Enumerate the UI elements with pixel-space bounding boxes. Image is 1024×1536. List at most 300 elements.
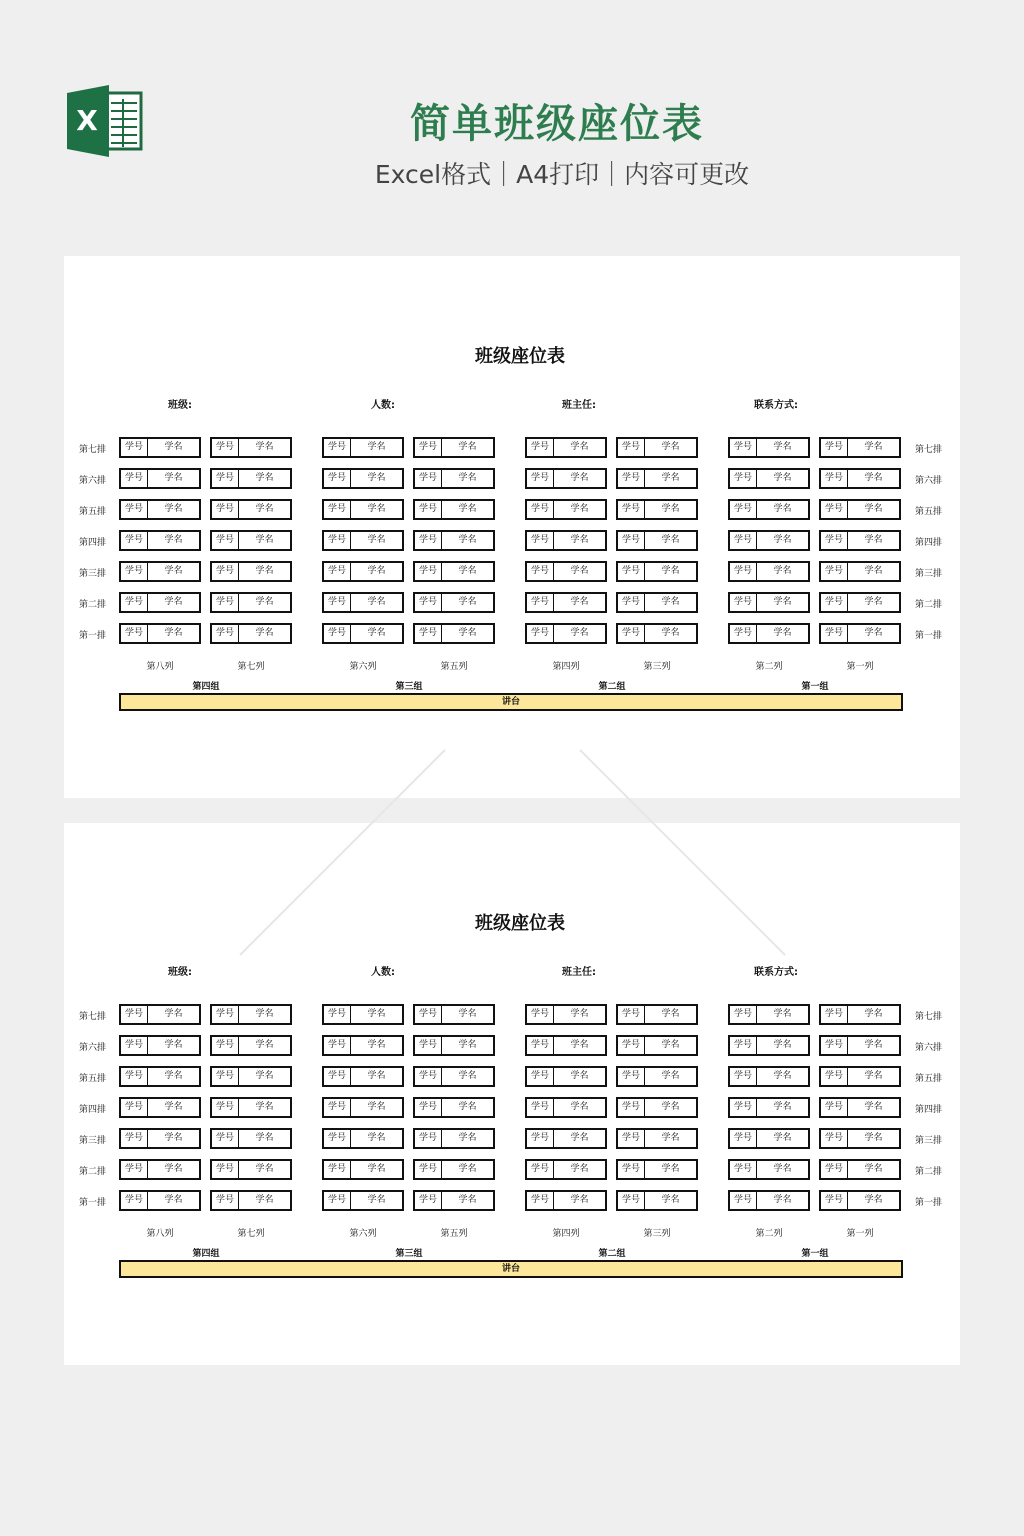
seat-cell[interactable]: [413, 623, 495, 644]
row-label: 第三排: [79, 1136, 107, 1146]
seat-cell[interactable]: [413, 468, 495, 489]
seat-number-label: 学号: [212, 1130, 239, 1147]
excel-logo-letter: X: [76, 104, 98, 137]
seat-number-label: 学号: [618, 625, 645, 642]
seat-cell[interactable]: [616, 1190, 698, 1211]
seat-number-label: 学号: [212, 1068, 239, 1085]
row-label: 第一排: [915, 631, 943, 641]
seat-name-label: 学名: [164, 473, 183, 483]
seat-name-label: 学名: [773, 1009, 792, 1019]
seat-cell[interactable]: [413, 530, 495, 551]
seat-cell[interactable]: [728, 1035, 810, 1056]
seat-cell[interactable]: [119, 1004, 201, 1025]
seat-number-label: 学号: [527, 1161, 554, 1178]
seat-name-label: 学名: [164, 1195, 183, 1205]
seat-name-label: 学名: [661, 535, 680, 545]
seat-name-label: 学名: [773, 1133, 792, 1143]
seat-name-label: 学名: [773, 535, 792, 545]
seat-name-label: 学名: [255, 504, 274, 514]
seat-number-label: 学号: [324, 470, 351, 487]
group-label: 第三组: [395, 682, 423, 692]
seat-cell[interactable]: [819, 530, 901, 551]
seat-name-label: 学名: [773, 566, 792, 576]
seat-number-label: 学号: [618, 1037, 645, 1054]
seat-cell[interactable]: [525, 623, 607, 644]
seat-name-label: 学名: [661, 566, 680, 576]
seat-name-label: 学名: [570, 1164, 589, 1174]
seat-cell[interactable]: [616, 1035, 698, 1056]
seat-number-label: 学号: [730, 1192, 757, 1209]
column-label: 第一列: [846, 1229, 874, 1239]
seat-number-label: 学号: [212, 1099, 239, 1116]
seat-name-label: 学名: [458, 1009, 477, 1019]
seat-cell[interactable]: [119, 623, 201, 644]
seat-cell[interactable]: [119, 1190, 201, 1211]
seat-name-label: 学名: [458, 504, 477, 514]
row-label: 第四排: [915, 1105, 943, 1115]
column-label: 第五列: [440, 1229, 468, 1239]
seat-number-label: 学号: [121, 1161, 148, 1178]
seat-cell[interactable]: [322, 530, 404, 551]
seat-name-label: 学名: [164, 628, 183, 638]
seat-cell[interactable]: [819, 592, 901, 613]
seat-name-label: 学名: [773, 1164, 792, 1174]
seat-cell[interactable]: [322, 592, 404, 613]
seat-number-label: 学号: [821, 594, 848, 611]
seat-cell[interactable]: [819, 623, 901, 644]
seat-name-label: 学名: [164, 1102, 183, 1112]
seat-number-label: 学号: [527, 501, 554, 518]
seat-cell[interactable]: [119, 1128, 201, 1149]
seat-number-label: 学号: [527, 594, 554, 611]
seat-cell[interactable]: [413, 1066, 495, 1087]
seat-cell[interactable]: [210, 561, 292, 582]
seat-cell[interactable]: [616, 530, 698, 551]
seat-cell[interactable]: [728, 499, 810, 520]
seat-cell[interactable]: [413, 1190, 495, 1211]
seat-name-label: 学名: [661, 1133, 680, 1143]
row-label: 第二排: [915, 1167, 943, 1177]
seat-number-label: 学号: [415, 532, 442, 549]
seat-number-label: 学号: [415, 1130, 442, 1147]
seat-number-label: 学号: [212, 470, 239, 487]
seat-number-label: 学号: [821, 1130, 848, 1147]
seat-number-label: 学号: [730, 563, 757, 580]
seat-cell[interactable]: [119, 1159, 201, 1180]
seat-cell[interactable]: [525, 499, 607, 520]
seat-number-label: 学号: [821, 1006, 848, 1023]
seat-name-label: 学名: [367, 1071, 386, 1081]
column-label: 第六列: [349, 1229, 377, 1239]
seat-name-label: 学名: [458, 1164, 477, 1174]
seat-name-label: 学名: [773, 504, 792, 514]
seat-name-label: 学名: [367, 473, 386, 483]
seat-cell[interactable]: [210, 1097, 292, 1118]
seat-number-label: 学号: [527, 563, 554, 580]
seat-name-label: 学名: [570, 1102, 589, 1112]
seat-cell[interactable]: [525, 437, 607, 458]
row-label: 第四排: [79, 538, 107, 548]
seat-name-label: 学名: [570, 473, 589, 483]
seat-cell[interactable]: [210, 1159, 292, 1180]
info-label-teacher: 班主任:: [562, 967, 596, 978]
seat-cell[interactable]: [616, 623, 698, 644]
seat-cell[interactable]: [616, 1097, 698, 1118]
group-label: 第三组: [395, 1249, 423, 1259]
seat-cell[interactable]: [728, 1159, 810, 1180]
seat-name-label: 学名: [255, 1164, 274, 1174]
seat-name-label: 学名: [661, 1164, 680, 1174]
seat-number-label: 学号: [415, 563, 442, 580]
seat-name-label: 学名: [255, 1071, 274, 1081]
group-label: 第四组: [192, 1249, 220, 1259]
seat-cell[interactable]: [322, 468, 404, 489]
seat-name-label: 学名: [570, 566, 589, 576]
seat-cell[interactable]: [322, 561, 404, 582]
column-label: 第一列: [846, 662, 874, 672]
seat-cell[interactable]: [819, 1190, 901, 1211]
seat-cell[interactable]: [413, 437, 495, 458]
seat-name-label: 学名: [164, 597, 183, 607]
seat-cell[interactable]: [616, 468, 698, 489]
seat-cell[interactable]: [525, 1035, 607, 1056]
seat-number-label: 学号: [324, 1037, 351, 1054]
seat-name-label: 学名: [164, 1040, 183, 1050]
seat-name-label: 学名: [255, 442, 274, 452]
seat-number-label: 学号: [212, 501, 239, 518]
seat-cell[interactable]: [322, 1004, 404, 1025]
row-label: 第三排: [915, 1136, 943, 1146]
row-label: 第五排: [79, 507, 107, 517]
seat-cell[interactable]: [322, 499, 404, 520]
seat-number-label: 学号: [121, 532, 148, 549]
seat-name-label: 学名: [661, 504, 680, 514]
seat-name-label: 学名: [458, 1040, 477, 1050]
group-label: 第四组: [192, 682, 220, 692]
row-label: 第七排: [915, 445, 943, 455]
row-label: 第二排: [915, 600, 943, 610]
seat-name-label: 学名: [773, 473, 792, 483]
seat-cell[interactable]: [616, 1128, 698, 1149]
seat-number-label: 学号: [730, 1130, 757, 1147]
seat-cell[interactable]: [525, 1066, 607, 1087]
page-header: [0, 0, 1024, 230]
seat-name-label: 学名: [458, 473, 477, 483]
seat-cell[interactable]: [616, 1066, 698, 1087]
seat-name-label: 学名: [661, 473, 680, 483]
seat-name-label: 学名: [255, 1040, 274, 1050]
seat-cell[interactable]: [819, 468, 901, 489]
seat-cell[interactable]: [322, 623, 404, 644]
seat-name-label: 学名: [255, 628, 274, 638]
seat-cell[interactable]: [413, 1128, 495, 1149]
seat-cell[interactable]: [819, 499, 901, 520]
seat-cell[interactable]: [525, 1159, 607, 1180]
seat-cell[interactable]: [525, 1004, 607, 1025]
seat-number-label: 学号: [415, 1192, 442, 1209]
seat-number-label: 学号: [324, 501, 351, 518]
seat-name-label: 学名: [458, 628, 477, 638]
seat-cell[interactable]: [322, 1066, 404, 1087]
seat-number-label: 学号: [415, 1099, 442, 1116]
seat-name-label: 学名: [570, 1071, 589, 1081]
seat-name-label: 学名: [570, 535, 589, 545]
seat-number-label: 学号: [212, 1006, 239, 1023]
seat-number-label: 学号: [730, 501, 757, 518]
seat-cell[interactable]: [525, 1097, 607, 1118]
page-title: 简单班级座位表: [410, 101, 704, 147]
seat-cell[interactable]: [728, 561, 810, 582]
column-label: 第二列: [755, 1229, 783, 1239]
seat-name-label: 学名: [570, 597, 589, 607]
seat-name-label: 学名: [255, 1133, 274, 1143]
seat-cell[interactable]: [119, 1066, 201, 1087]
info-label-class: 班级:: [168, 967, 192, 978]
seat-cell[interactable]: [119, 1035, 201, 1056]
seat-cell[interactable]: [728, 437, 810, 458]
seat-cell[interactable]: [728, 1066, 810, 1087]
seat-number-label: 学号: [730, 532, 757, 549]
row-label: 第四排: [79, 1105, 107, 1115]
row-label: 第五排: [79, 1074, 107, 1084]
seat-cell[interactable]: [728, 1097, 810, 1118]
seat-cell[interactable]: [413, 1035, 495, 1056]
seat-name-label: 学名: [773, 597, 792, 607]
seat-cell[interactable]: [210, 1128, 292, 1149]
seat-name-label: 学名: [164, 1071, 183, 1081]
seat-name-label: 学名: [458, 535, 477, 545]
seat-name-label: 学名: [164, 535, 183, 545]
seat-name-label: 学名: [367, 1164, 386, 1174]
seat-cell[interactable]: [119, 499, 201, 520]
seat-cell[interactable]: [322, 1035, 404, 1056]
seat-name-label: 学名: [570, 1133, 589, 1143]
seat-name-label: 学名: [255, 1102, 274, 1112]
seat-cell[interactable]: [210, 530, 292, 551]
seat-number-label: 学号: [324, 563, 351, 580]
seat-number-label: 学号: [527, 532, 554, 549]
seat-cell[interactable]: [210, 468, 292, 489]
seat-number-label: 学号: [121, 594, 148, 611]
seat-name-label: 学名: [570, 1009, 589, 1019]
seat-cell[interactable]: [119, 468, 201, 489]
seat-cell[interactable]: [322, 1159, 404, 1180]
seat-number-label: 学号: [415, 439, 442, 456]
seat-name-label: 学名: [864, 504, 883, 514]
seat-number-label: 学号: [324, 1192, 351, 1209]
seat-number-label: 学号: [121, 470, 148, 487]
seat-cell[interactable]: [210, 623, 292, 644]
seat-number-label: 学号: [212, 625, 239, 642]
seat-cell[interactable]: [616, 561, 698, 582]
seat-number-label: 学号: [527, 1192, 554, 1209]
group-label: 第二组: [598, 1249, 626, 1259]
seat-name-label: 学名: [367, 628, 386, 638]
seat-number-label: 学号: [618, 470, 645, 487]
seat-cell[interactable]: [119, 1097, 201, 1118]
podium-bar: 讲台: [119, 1260, 903, 1278]
seat-name-label: 学名: [164, 504, 183, 514]
seat-number-label: 学号: [618, 563, 645, 580]
column-label: 第二列: [755, 662, 783, 672]
seat-cell[interactable]: [819, 1004, 901, 1025]
seat-name-label: 学名: [458, 566, 477, 576]
seat-cell[interactable]: [616, 592, 698, 613]
seat-cell[interactable]: [210, 1035, 292, 1056]
seat-number-label: 学号: [527, 1068, 554, 1085]
seat-name-label: 学名: [367, 504, 386, 514]
seat-cell[interactable]: [728, 468, 810, 489]
seat-name-label: 学名: [255, 473, 274, 483]
column-label: 第八列: [146, 1229, 174, 1239]
seat-cell[interactable]: [413, 592, 495, 613]
seat-cell[interactable]: [819, 1159, 901, 1180]
seat-cell[interactable]: [616, 437, 698, 458]
seat-cell[interactable]: [413, 1097, 495, 1118]
seating-sheet-preview: [64, 256, 960, 798]
seat-name-label: 学名: [864, 1195, 883, 1205]
column-label: 第三列: [643, 662, 671, 672]
seat-cell[interactable]: [210, 499, 292, 520]
seat-cell[interactable]: [728, 623, 810, 644]
sheet-title: 班级座位表: [475, 913, 565, 934]
seat-cell[interactable]: [322, 1190, 404, 1211]
seat-cell[interactable]: [819, 1035, 901, 1056]
seat-name-label: 学名: [864, 628, 883, 638]
seat-name-label: 学名: [864, 1071, 883, 1081]
seat-cell[interactable]: [728, 530, 810, 551]
seat-number-label: 学号: [121, 1037, 148, 1054]
seat-number-label: 学号: [212, 532, 239, 549]
seat-number-label: 学号: [821, 439, 848, 456]
seat-number-label: 学号: [121, 625, 148, 642]
seat-cell[interactable]: [322, 1128, 404, 1149]
seat-cell[interactable]: [819, 561, 901, 582]
seat-cell[interactable]: [525, 468, 607, 489]
seat-name-label: 学名: [164, 1133, 183, 1143]
seat-number-label: 学号: [121, 1068, 148, 1085]
seat-cell[interactable]: [616, 1159, 698, 1180]
seat-cell[interactable]: [819, 1128, 901, 1149]
seat-cell[interactable]: [119, 592, 201, 613]
seat-number-label: 学号: [821, 470, 848, 487]
seat-number-label: 学号: [212, 594, 239, 611]
seat-cell[interactable]: [413, 499, 495, 520]
seat-name-label: 学名: [570, 1040, 589, 1050]
row-label: 第二排: [79, 1167, 107, 1177]
seat-name-label: 学名: [661, 1009, 680, 1019]
seat-number-label: 学号: [527, 1130, 554, 1147]
seat-number-label: 学号: [821, 1068, 848, 1085]
seat-cell[interactable]: [728, 1004, 810, 1025]
seat-cell[interactable]: [525, 1128, 607, 1149]
seat-cell[interactable]: [728, 1190, 810, 1211]
seat-number-label: 学号: [121, 439, 148, 456]
seat-number-label: 学号: [618, 1192, 645, 1209]
seat-number-label: 学号: [212, 563, 239, 580]
seat-cell[interactable]: [616, 1004, 698, 1025]
seat-number-label: 学号: [821, 501, 848, 518]
seat-cell[interactable]: [525, 561, 607, 582]
info-label-contact: 联系方式:: [754, 400, 798, 411]
seat-name-label: 学名: [164, 1164, 183, 1174]
seat-cell[interactable]: [322, 437, 404, 458]
row-label: 第六排: [915, 476, 943, 486]
seat-cell[interactable]: [525, 530, 607, 551]
seat-cell[interactable]: [210, 592, 292, 613]
seat-cell[interactable]: [119, 561, 201, 582]
seat-number-label: 学号: [212, 439, 239, 456]
row-label: 第七排: [79, 445, 107, 455]
seat-cell[interactable]: [413, 561, 495, 582]
seat-name-label: 学名: [864, 566, 883, 576]
seat-cell[interactable]: [413, 1004, 495, 1025]
seat-number-label: 学号: [730, 1068, 757, 1085]
column-label: 第五列: [440, 662, 468, 672]
seat-number-label: 学号: [415, 470, 442, 487]
seat-name-label: 学名: [367, 1040, 386, 1050]
seat-name-label: 学名: [570, 504, 589, 514]
seat-name-label: 学名: [458, 1102, 477, 1112]
info-label-contact: 联系方式:: [754, 967, 798, 978]
seat-cell[interactable]: [728, 592, 810, 613]
seat-number-label: 学号: [821, 563, 848, 580]
seat-cell[interactable]: [119, 437, 201, 458]
seat-name-label: 学名: [367, 535, 386, 545]
seat-cell[interactable]: [210, 1190, 292, 1211]
seat-name-label: 学名: [864, 1102, 883, 1112]
seat-name-label: 学名: [773, 1195, 792, 1205]
seat-number-label: 学号: [618, 439, 645, 456]
seat-cell[interactable]: [210, 437, 292, 458]
seat-cell[interactable]: [210, 1004, 292, 1025]
seat-number-label: 学号: [121, 1099, 148, 1116]
seat-cell[interactable]: [322, 1097, 404, 1118]
row-label: 第六排: [79, 476, 107, 486]
seat-cell[interactable]: [413, 1159, 495, 1180]
seat-cell[interactable]: [819, 1097, 901, 1118]
seat-number-label: 学号: [324, 532, 351, 549]
seat-name-label: 学名: [458, 1195, 477, 1205]
seat-cell[interactable]: [525, 592, 607, 613]
seat-name-label: 学名: [367, 1195, 386, 1205]
seat-cell[interactable]: [819, 1066, 901, 1087]
row-label: 第五排: [915, 507, 943, 517]
seat-cell[interactable]: [819, 437, 901, 458]
seat-cell[interactable]: [119, 530, 201, 551]
seat-name-label: 学名: [864, 442, 883, 452]
seat-cell[interactable]: [525, 1190, 607, 1211]
seat-number-label: 学号: [415, 1006, 442, 1023]
seat-name-label: 学名: [661, 1040, 680, 1050]
column-label: 第七列: [237, 662, 265, 672]
seat-cell[interactable]: [210, 1066, 292, 1087]
seat-number-label: 学号: [618, 1099, 645, 1116]
group-label: 第一组: [801, 1249, 829, 1259]
sheet-title: 班级座位表: [475, 346, 565, 367]
seat-name-label: 学名: [255, 1009, 274, 1019]
seat-name-label: 学名: [367, 442, 386, 452]
seat-name-label: 学名: [864, 597, 883, 607]
seat-name-label: 学名: [255, 597, 274, 607]
seat-number-label: 学号: [821, 625, 848, 642]
row-label: 第一排: [79, 1198, 107, 1208]
seat-name-label: 学名: [367, 597, 386, 607]
row-label: 第一排: [79, 631, 107, 641]
seat-cell[interactable]: [728, 1128, 810, 1149]
seat-cell[interactable]: [616, 499, 698, 520]
seat-name-label: 学名: [164, 442, 183, 452]
